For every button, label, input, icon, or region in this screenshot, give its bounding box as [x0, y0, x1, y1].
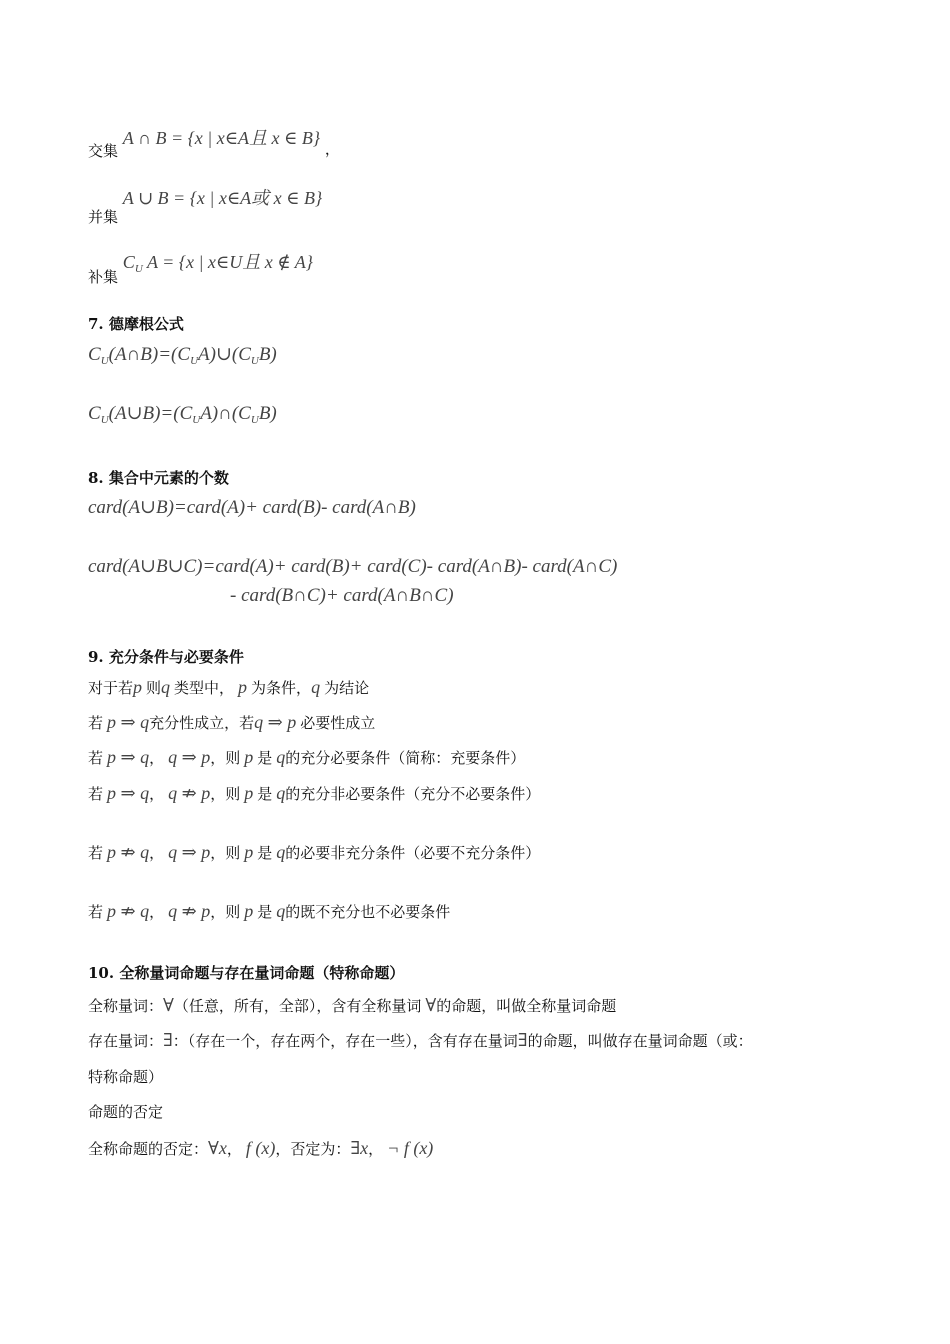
- union-line: [88, 188, 323, 226]
- condition-line-4: 若 p ⇒ q， q ⇏ p，则 p 是 q的充分非必要条件（充分不必要条件）: [88, 783, 541, 803]
- existential-quantifier-line: 存在量词：∃：（存在一个，存在两个，存在一些），含有存在量词∃的命题，叫做存在量词命题（或：: [88, 1030, 753, 1050]
- complement-label: 补集: [88, 268, 119, 286]
- condition-line-3: 若 p ⇒ q， q ⇒ p，则 p 是 q的充分必要条件（简称：充要条件）: [88, 747, 526, 767]
- demorgan-formula-2: $C_U(A\cup B)=(C_UA)\cap(C_UB)$: [88, 403, 277, 426]
- negation-title: 命题的否定: [88, 1103, 164, 1121]
- intersection-formula: A ∩ B = {x | x∈A且 x ∈ B}: [122, 128, 321, 148]
- union-formula: A ∪ B = {x | x∈A或 x ∈ B}: [122, 188, 323, 208]
- condition-line-5: 若 p ⇏ q， q ⇒ p，则 p 是 q的必要非充分条件（必要不充分条件）: [88, 842, 541, 862]
- heading-card: 8. 集合中元素的个数: [88, 469, 229, 487]
- heading-quantifiers: 10. 全称量词命题与存在量词命题（特称命题）: [88, 964, 405, 982]
- card-formula-2-line-2: - card(B∩C)+ card(A∩B∩C): [230, 585, 454, 606]
- existential-continuation: 特称命题）: [88, 1068, 164, 1086]
- universal-quantifier-line: 全称量词：∀（任意，所有，全部），含有全称量词 ∀的命题，叫做全称量词命题: [88, 995, 617, 1015]
- card-formula-1: card(A∪B)=card(A)+ card(B)- card(A∩B): [88, 497, 416, 518]
- complement-formula: $C_U$ A = {x | x∈U且 x ∉ A}: [122, 252, 313, 275]
- complement-line: [88, 252, 313, 286]
- intersection-tail: ，: [324, 140, 340, 158]
- intersection-label: 交集: [88, 142, 119, 160]
- condition-line-6: 若 p ⇏ q， q ⇏ p，则 p 是 q的既不充分也不必要条件: [88, 901, 451, 921]
- negation-line: 全称命题的否定：∀x， f (x)，否定为：∃x， ¬ f (x): [88, 1138, 434, 1158]
- union-label: 并集: [88, 208, 119, 226]
- condition-line-2: 若 p ⇒ q充分性成立，若q ⇒ p 必要性成立: [88, 712, 376, 732]
- card-formula-2-line-1: card(A∪B∪C)=card(A)+ card(B)+ card(C)- card(A∩B)- card(A∩C): [88, 556, 618, 577]
- demorgan-formula-1: $C_U(A\cap B)=(C_UA)\cup(C_UB)$: [88, 344, 277, 367]
- condition-line-1: 对于若p 则q 类型中， p 为条件，q 为结论: [88, 677, 370, 697]
- heading-demorgan: 7. 德摩根公式: [88, 315, 184, 333]
- heading-conditions: 9. 充分条件与必要条件: [88, 648, 244, 666]
- intersection-line: [88, 128, 340, 160]
